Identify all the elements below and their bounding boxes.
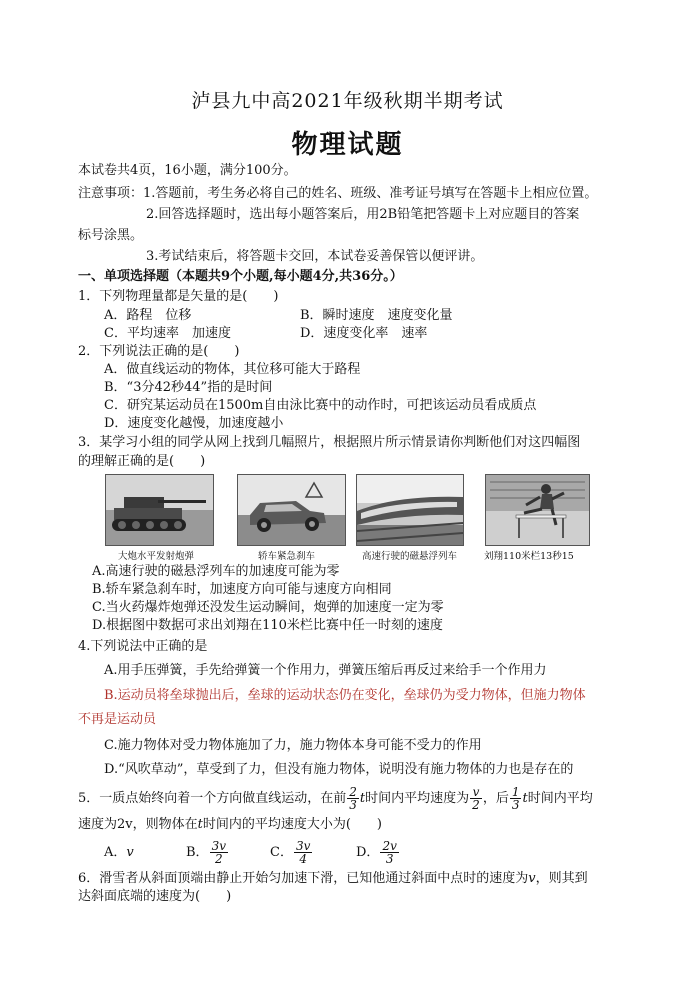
q1-option-d: D．速度变化率 速率	[300, 326, 428, 341]
q5-option-c: C． $\frac{3v}{4}$	[270, 839, 311, 866]
intro-line: 本试卷共4页，16小题，满分100分。	[78, 163, 297, 178]
maglev-image	[357, 475, 463, 545]
q2-option-b: B．“3分42秒44”指的是时间	[104, 380, 273, 395]
q3-option-c: C.当火药爆炸炮弹还没发生运动瞬间，炮弹的加速度一定为零	[92, 600, 444, 615]
photo-tank	[105, 474, 214, 546]
q5-stem: 5．一质点始终向着一个方向做直线运动，在前 $\frac{2}{3}$ t时间内平均速度为 $\frac{v}{2}$ ，后 $\frac{1}{3}$ t时间内平均	[78, 785, 593, 812]
q4-option-b-cont: 不再是运动员	[78, 712, 157, 727]
q3-stem: 3．某学习小组的同学从网上找到几幅照片，根据照片所示情景请你判断他们对这四幅图	[78, 435, 581, 450]
q5-text-2: 时间内平均速度为	[365, 791, 470, 806]
q4-option-a: A.用手压弹簧，手先给弹簧一个作用力，弹簧压缩后再反过来给手一个作用力	[104, 663, 547, 678]
q2-option-c: C．研究某运动员在1500m自由泳比赛中的动作时，可把该运动员看成质点	[104, 398, 537, 413]
q6-stem-cont: 达斜面底端的速度为( )	[78, 889, 232, 904]
q5-text-4: 时间内平均	[527, 791, 593, 806]
q5-frac-one-third: $\frac{1}{3}$	[511, 785, 520, 812]
subject-title: 物理试题	[291, 130, 404, 160]
q1-stem: 1．下列物理量都是矢量的是( )	[78, 289, 279, 304]
q4-option-d: D.“风吹草动”，草受到了力，但没有施力物体，说明没有施力物体的力也是存在的	[104, 762, 574, 777]
q3-option-d: D.根据图中数据可求出刘翔在110米栏比赛中任一时刻的速度	[92, 618, 443, 633]
q5-frac-v-half: $\frac{v}{2}$	[472, 785, 480, 812]
q3-stem-cont: 的理解正确的是( )	[78, 454, 206, 469]
q5-text-1: 5．一质点始终向着一个方向做直线运动，在前	[78, 791, 347, 806]
q5-t: t	[359, 791, 366, 806]
exam-title: 泸县九中高2021年级秋期半期考试	[191, 90, 504, 112]
note-3: 3.考试结束后，将答题卡交回，本试卷妥善保管以便评讲。	[146, 249, 484, 264]
q1-option-c: C．平均速率 加速度	[104, 326, 231, 341]
q5-text-3: ，后	[482, 791, 509, 806]
q4-option-c: C.施力物体对受力物体施加了力，施力物体本身可能不受力的作用	[104, 738, 482, 753]
note-2-cont: 标号涂黑。	[78, 228, 144, 243]
photo-hurdler	[485, 474, 590, 546]
tank-image	[106, 475, 213, 545]
caption-maglev: 高速行驶的磁悬浮列车	[362, 551, 458, 562]
section-heading: 一、单项选择题（本题共9个小题,每小题4分,共36分。）	[78, 269, 403, 284]
q5-option-a: A．v	[104, 845, 134, 860]
caption-tank: 大炮水平发射炮弹	[118, 551, 195, 562]
car-image	[238, 475, 345, 545]
note-1: 注意事项：1.答题前，考生务必将自己的姓名、班级、准考证号填写在答题卡上相应位置。	[78, 186, 598, 201]
photo-maglev	[356, 474, 464, 546]
q3-option-a: A.高速行驶的磁悬浮列车的加速度可能为零	[92, 564, 340, 579]
q5-option-b: B． $\frac{3v}{2}$	[186, 839, 226, 866]
q3-option-b: B.轿车紧急刹车时，加速度方向可能与速度方向相同	[92, 582, 392, 597]
caption-car: 轿车紧急刹车	[258, 551, 316, 562]
q4-option-b: B.运动员将垒球抛出后，垒球的运动状态仍在变化，垒球仍为受力物体，但施力物体	[104, 688, 586, 703]
note-2: 2.回答选择题时，选出每小题答案后，用2B铅笔把答题卡上对应题目的答案	[146, 207, 580, 222]
q2-option-a: A．做直线运动的物体，其位移可能大于路程	[104, 362, 361, 377]
q2-option-d: D．速度变化越慢，加速度越小	[104, 416, 284, 431]
q5-stem-cont: 速度为2v，则物体在t时间内的平均速度大小为( )	[78, 817, 383, 832]
q1-option-b: B．瞬时速度 速度变化量	[300, 308, 453, 323]
hurdler-image	[486, 475, 589, 545]
q5-option-d: D． $\frac{2v}{3}$	[356, 839, 397, 866]
q4-stem: 4.下列说法中正确的是	[78, 639, 208, 654]
q6-stem: 6．滑雪者从斜面顶端由静止开始匀加速下滑，已知他通过斜面中点时的速度为v，则其到	[78, 871, 588, 886]
q1-option-a: A．路程 位移	[104, 308, 192, 323]
q5-frac-two-thirds: $\frac{2}{3}$	[349, 785, 357, 812]
caption-hurdler: 刘翔110米栏13秒15	[484, 551, 574, 562]
photo-car	[237, 474, 346, 546]
q2-stem: 2．下列说法正确的是( )	[78, 344, 240, 359]
